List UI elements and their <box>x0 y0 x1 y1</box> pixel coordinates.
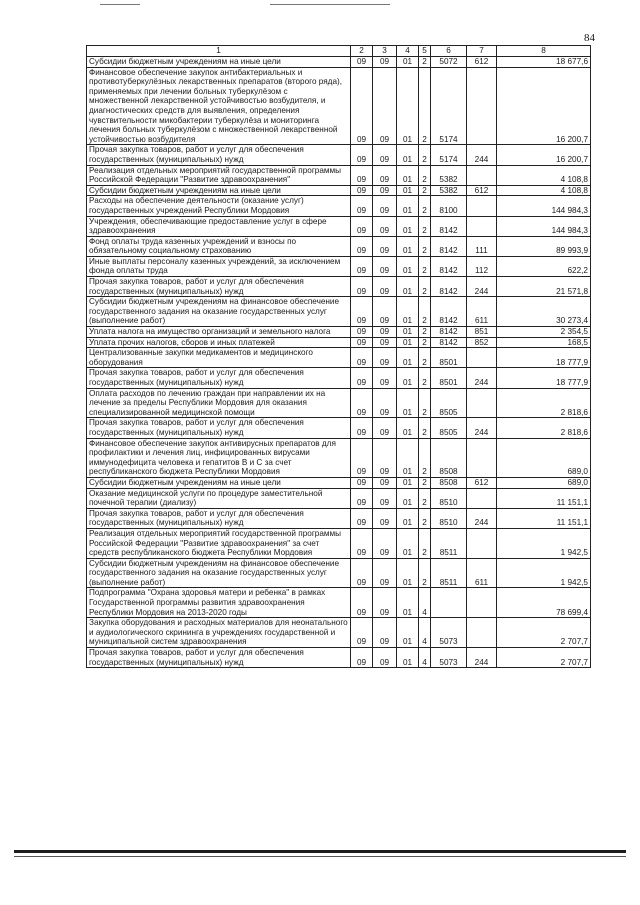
row-code-3: 09 <box>373 67 397 145</box>
row-code-3: 09 <box>373 418 397 438</box>
row-name: Расходы на обеспечение деятельности (оказание услуг) государственных учреждений Республики Мордовия <box>87 196 351 216</box>
row-code-2: 09 <box>351 337 373 348</box>
row-code-5: 2 <box>419 185 431 196</box>
row-code-2: 09 <box>351 418 373 438</box>
row-code-2: 09 <box>351 508 373 528</box>
row-code-7 <box>467 488 497 508</box>
row-code-2: 09 <box>351 327 373 338</box>
row-code-2: 09 <box>351 145 373 165</box>
row-code-5: 2 <box>419 145 431 165</box>
row-code-5: 4 <box>419 588 431 618</box>
row-code-3: 09 <box>373 618 397 648</box>
row-amount: 18 777,9 <box>497 348 591 368</box>
row-amount: 689,0 <box>497 477 591 488</box>
row-code-5: 2 <box>419 418 431 438</box>
table-row <box>87 337 591 348</box>
row-code-5: 2 <box>419 528 431 558</box>
row-code-6: 8505 <box>431 418 467 438</box>
row-name: Реализация отдельных мероприятий государственной программы Российской Федерации "Развитие здравоохранения" за счет средств республиканского бюджета Республики Мордовия <box>87 528 351 558</box>
row-code-7: 611 <box>467 297 497 327</box>
table-row <box>87 648 591 668</box>
row-code-7: 244 <box>467 508 497 528</box>
row-code-7 <box>467 165 497 185</box>
row-name: Подпрограмма "Охрана здоровья матери и ребенка" в рамках Государственной программы развития здравоохранения Республики Мордовия на 2013-2020 годы <box>87 588 351 618</box>
row-code-2: 09 <box>351 196 373 216</box>
row-code-7 <box>467 216 497 236</box>
row-code-2: 09 <box>351 648 373 668</box>
row-code-4: 01 <box>397 145 419 165</box>
row-code-5: 2 <box>419 297 431 327</box>
row-code-2: 09 <box>351 67 373 145</box>
row-code-6: 5174 <box>431 67 467 145</box>
row-name: Фонд оплаты труда казенных учреждений и взносы по обязательному социальному страхованию <box>87 236 351 256</box>
row-code-7: 244 <box>467 145 497 165</box>
scan-mark <box>270 4 390 5</box>
row-code-4: 01 <box>397 388 419 418</box>
row-code-3: 09 <box>373 508 397 528</box>
row-amount: 4 108,8 <box>497 165 591 185</box>
row-code-7: 112 <box>467 256 497 276</box>
row-amount: 2 707,7 <box>497 648 591 668</box>
row-code-6: 8142 <box>431 327 467 338</box>
row-code-2: 09 <box>351 588 373 618</box>
row-code-4: 01 <box>397 368 419 388</box>
row-amount: 30 273,4 <box>497 297 591 327</box>
table-row <box>87 528 591 558</box>
table-row <box>87 508 591 528</box>
row-code-3: 09 <box>373 327 397 338</box>
row-code-4: 01 <box>397 477 419 488</box>
row-code-2: 09 <box>351 57 373 68</box>
row-code-3: 09 <box>373 297 397 327</box>
table-row <box>87 558 591 588</box>
row-amount: 144 984,3 <box>497 196 591 216</box>
row-code-6: 8142 <box>431 297 467 327</box>
row-code-6: 8501 <box>431 348 467 368</box>
row-code-2: 09 <box>351 368 373 388</box>
row-name: Закупка оборудования и расходных материалов для неонатального и аудиологического скрининга в учреждениях государственной и муниципальной систем здравоохранения <box>87 618 351 648</box>
table-row <box>87 256 591 276</box>
row-code-5: 2 <box>419 67 431 145</box>
row-name: Уплата налога на имущество организаций и земельного налога <box>87 327 351 338</box>
row-code-5: 2 <box>419 165 431 185</box>
row-code-4: 01 <box>397 348 419 368</box>
row-code-6: 8142 <box>431 216 467 236</box>
row-amount: 2 818,6 <box>497 418 591 438</box>
row-name: Субсидии бюджетным учреждениям на финансовое обеспечение государственного задания на оказание государственных услуг (выполнение работ) <box>87 297 351 327</box>
row-code-6: 8142 <box>431 277 467 297</box>
row-code-3: 09 <box>373 236 397 256</box>
row-amount: 2 818,6 <box>497 388 591 418</box>
table-row <box>87 438 591 477</box>
row-name: Субсидии бюджетным учреждениям на иные цели <box>87 477 351 488</box>
row-code-6: 5174 <box>431 145 467 165</box>
column-header: 4 <box>397 46 419 57</box>
table-body <box>87 57 591 668</box>
row-code-2: 09 <box>351 528 373 558</box>
column-header: 2 <box>351 46 373 57</box>
column-header: 7 <box>467 46 497 57</box>
row-code-4: 01 <box>397 337 419 348</box>
row-code-5: 2 <box>419 337 431 348</box>
table-row <box>87 57 591 68</box>
scan-mark <box>100 4 140 5</box>
row-code-4: 01 <box>397 185 419 196</box>
row-code-3: 09 <box>373 528 397 558</box>
row-code-4: 01 <box>397 57 419 68</box>
row-name: Субсидии бюджетным учреждениям на иные цели <box>87 185 351 196</box>
row-code-4: 01 <box>397 67 419 145</box>
row-code-4: 01 <box>397 588 419 618</box>
column-header: 3 <box>373 46 397 57</box>
row-code-6: 8510 <box>431 488 467 508</box>
row-code-7 <box>467 196 497 216</box>
row-code-3: 09 <box>373 216 397 236</box>
table-row <box>87 488 591 508</box>
row-code-7: 612 <box>467 57 497 68</box>
row-code-4: 01 <box>397 558 419 588</box>
row-code-6: 8508 <box>431 438 467 477</box>
row-code-2: 09 <box>351 388 373 418</box>
row-code-3: 09 <box>373 57 397 68</box>
row-name: Финансовое обеспечение закупок антибактериальных и противотуберкулёзных лекарственных препаратов (второго ряда), применяемых при лечении больных туберкулёзом с множественной лекарственной устойчивостью возбудителя, и диагностических средств для выявления, определения чувствительности микобактерии туберкулёза и мониторинга лечения больных туберкулёзом с множественной лекарственной устойчивостью возбудителя <box>87 67 351 145</box>
column-header: 5 <box>419 46 431 57</box>
row-code-6: 5382 <box>431 165 467 185</box>
row-code-3: 09 <box>373 165 397 185</box>
row-name: Субсидии бюджетным учреждениям на иные цели <box>87 57 351 68</box>
row-code-5: 2 <box>419 348 431 368</box>
row-code-7: 611 <box>467 558 497 588</box>
row-code-7: 244 <box>467 648 497 668</box>
row-code-6: 8505 <box>431 388 467 418</box>
row-code-5: 2 <box>419 196 431 216</box>
row-name: Финансовое обеспечение закупок антивирусных препаратов для профилактики и лечения лиц, инфицированных вирусами иммунодефицита человека и гепатитов В и С за счет республиканского бюджета Республики Мордовия <box>87 438 351 477</box>
row-code-6 <box>431 588 467 618</box>
footer-rule <box>14 850 626 853</box>
row-amount: 18 677,6 <box>497 57 591 68</box>
row-code-5: 2 <box>419 508 431 528</box>
row-code-6: 5382 <box>431 185 467 196</box>
row-code-6: 5072 <box>431 57 467 68</box>
row-code-7 <box>467 438 497 477</box>
row-code-5: 2 <box>419 558 431 588</box>
row-code-5: 2 <box>419 256 431 276</box>
row-code-3: 09 <box>373 648 397 668</box>
row-name: Учреждения, обеспечивающие предоставление услуг в сфере здравоохранения <box>87 216 351 236</box>
row-amount: 4 108,8 <box>497 185 591 196</box>
row-code-4: 01 <box>397 256 419 276</box>
row-name: Прочая закупка товаров, работ и услуг для обеспечения государственных (муниципальных) нужд <box>87 368 351 388</box>
row-code-6: 8511 <box>431 558 467 588</box>
row-code-6: 8508 <box>431 477 467 488</box>
row-code-2: 09 <box>351 488 373 508</box>
row-amount: 78 699,4 <box>497 588 591 618</box>
row-code-7: 111 <box>467 236 497 256</box>
table-row <box>87 368 591 388</box>
row-code-4: 01 <box>397 216 419 236</box>
row-code-4: 01 <box>397 488 419 508</box>
row-amount: 2 707,7 <box>497 618 591 648</box>
row-code-4: 01 <box>397 327 419 338</box>
row-code-7: 244 <box>467 418 497 438</box>
column-header: 1 <box>87 46 351 57</box>
column-header: 6 <box>431 46 467 57</box>
row-amount: 168,5 <box>497 337 591 348</box>
budget-table <box>86 45 591 668</box>
row-code-3: 09 <box>373 368 397 388</box>
row-code-6: 8142 <box>431 236 467 256</box>
row-amount: 144 984,3 <box>497 216 591 236</box>
table-row <box>87 348 591 368</box>
row-code-7: 612 <box>467 185 497 196</box>
row-name: Уплата прочих налогов, сборов и иных платежей <box>87 337 351 348</box>
row-code-6: 5073 <box>431 618 467 648</box>
row-code-5: 2 <box>419 368 431 388</box>
row-code-2: 09 <box>351 185 373 196</box>
column-header: 8 <box>497 46 591 57</box>
row-amount: 11 151,1 <box>497 488 591 508</box>
row-code-2: 09 <box>351 558 373 588</box>
table-row <box>87 297 591 327</box>
row-name: Реализация отдельных мероприятий государственной программы Российской Федерации "Развитие здравоохранения" <box>87 165 351 185</box>
table-row <box>87 185 591 196</box>
row-name: Прочая закупка товаров, работ и услуг для обеспечения государственных (муниципальных) нужд <box>87 277 351 297</box>
row-code-4: 01 <box>397 438 419 477</box>
row-code-4: 01 <box>397 297 419 327</box>
table-row <box>87 277 591 297</box>
row-code-3: 09 <box>373 348 397 368</box>
row-code-4: 01 <box>397 196 419 216</box>
row-name: Субсидии бюджетным учреждениям на финансовое обеспечение государственного задания на оказание государственных услуг (выполнение работ) <box>87 558 351 588</box>
table-row <box>87 216 591 236</box>
row-code-3: 09 <box>373 337 397 348</box>
table-row <box>87 418 591 438</box>
table-row <box>87 588 591 618</box>
row-code-4: 01 <box>397 236 419 256</box>
row-code-7: 612 <box>467 477 497 488</box>
row-code-5: 2 <box>419 57 431 68</box>
row-code-6: 8511 <box>431 528 467 558</box>
row-code-4: 01 <box>397 165 419 185</box>
row-code-3: 09 <box>373 477 397 488</box>
row-code-6: 8142 <box>431 337 467 348</box>
row-name: Прочая закупка товаров, работ и услуг для обеспечения государственных (муниципальных) нужд <box>87 145 351 165</box>
row-code-2: 09 <box>351 165 373 185</box>
row-code-5: 2 <box>419 216 431 236</box>
table-row <box>87 618 591 648</box>
row-code-3: 09 <box>373 196 397 216</box>
table-row <box>87 236 591 256</box>
row-code-3: 09 <box>373 438 397 477</box>
row-code-5: 2 <box>419 388 431 418</box>
row-code-7: 852 <box>467 337 497 348</box>
row-code-2: 09 <box>351 277 373 297</box>
table-row <box>87 145 591 165</box>
row-code-2: 09 <box>351 348 373 368</box>
row-code-7: 244 <box>467 368 497 388</box>
row-code-2: 09 <box>351 236 373 256</box>
row-name: Оплата расходов по лечению граждан при направлении их на лечение за пределы Республики Мордовия для оказания специализированной медицинской помощи <box>87 388 351 418</box>
row-name: Прочая закупка товаров, работ и услуг для обеспечения государственных (муниципальных) нужд <box>87 648 351 668</box>
row-code-6: 5073 <box>431 648 467 668</box>
row-code-5: 4 <box>419 648 431 668</box>
row-name: Иные выплаты персоналу казенных учреждений, за исключением фонда оплаты труда <box>87 256 351 276</box>
row-amount: 18 777,9 <box>497 368 591 388</box>
row-code-5: 2 <box>419 488 431 508</box>
row-code-5: 2 <box>419 438 431 477</box>
row-code-4: 01 <box>397 508 419 528</box>
row-code-2: 09 <box>351 216 373 236</box>
row-name: Прочая закупка товаров, работ и услуг для обеспечения государственных (муниципальных) нужд <box>87 418 351 438</box>
row-code-4: 01 <box>397 277 419 297</box>
table-row <box>87 327 591 338</box>
row-code-2: 09 <box>351 256 373 276</box>
row-code-6: 8100 <box>431 196 467 216</box>
table-row <box>87 388 591 418</box>
page-number: 84 <box>584 32 595 44</box>
row-code-3: 09 <box>373 388 397 418</box>
row-amount: 2 354,5 <box>497 327 591 338</box>
row-amount: 1 942,5 <box>497 558 591 588</box>
row-code-2: 09 <box>351 618 373 648</box>
row-amount: 16 200,7 <box>497 145 591 165</box>
row-amount: 689,0 <box>497 438 591 477</box>
row-code-5: 2 <box>419 327 431 338</box>
row-code-2: 09 <box>351 477 373 488</box>
row-code-3: 09 <box>373 256 397 276</box>
row-code-7 <box>467 388 497 418</box>
row-code-2: 09 <box>351 438 373 477</box>
row-amount: 11 151,1 <box>497 508 591 528</box>
row-code-7 <box>467 348 497 368</box>
row-code-4: 01 <box>397 528 419 558</box>
row-code-7 <box>467 618 497 648</box>
row-code-3: 09 <box>373 185 397 196</box>
row-code-3: 09 <box>373 277 397 297</box>
row-amount: 89 993,9 <box>497 236 591 256</box>
row-amount: 16 200,7 <box>497 67 591 145</box>
row-code-7 <box>467 588 497 618</box>
row-code-2: 09 <box>351 297 373 327</box>
header-row <box>87 46 591 57</box>
footer-rule-thin <box>14 856 626 857</box>
row-code-3: 09 <box>373 488 397 508</box>
row-code-5: 4 <box>419 618 431 648</box>
row-code-5: 2 <box>419 477 431 488</box>
row-code-3: 09 <box>373 558 397 588</box>
row-name: Централизованные закупки медикаментов и медицинского оборудования <box>87 348 351 368</box>
row-code-3: 09 <box>373 588 397 618</box>
table-row <box>87 67 591 145</box>
row-code-6: 8142 <box>431 256 467 276</box>
row-code-5: 2 <box>419 236 431 256</box>
table-row <box>87 477 591 488</box>
row-code-7 <box>467 67 497 145</box>
row-name: Оказание медицинской услуги по процедуре заместительной почечной терапии (диализу) <box>87 488 351 508</box>
row-code-6: 8501 <box>431 368 467 388</box>
table-row <box>87 196 591 216</box>
row-code-7: 244 <box>467 277 497 297</box>
row-name: Прочая закупка товаров, работ и услуг для обеспечения государственных (муниципальных) нужд <box>87 508 351 528</box>
row-amount: 622,2 <box>497 256 591 276</box>
row-amount: 1 942,5 <box>497 528 591 558</box>
row-code-7: 851 <box>467 327 497 338</box>
table-row <box>87 165 591 185</box>
row-code-7 <box>467 528 497 558</box>
row-code-3: 09 <box>373 145 397 165</box>
row-amount: 21 571,8 <box>497 277 591 297</box>
row-code-4: 01 <box>397 618 419 648</box>
row-code-6: 8510 <box>431 508 467 528</box>
row-code-4: 01 <box>397 648 419 668</box>
row-code-4: 01 <box>397 418 419 438</box>
row-code-5: 2 <box>419 277 431 297</box>
